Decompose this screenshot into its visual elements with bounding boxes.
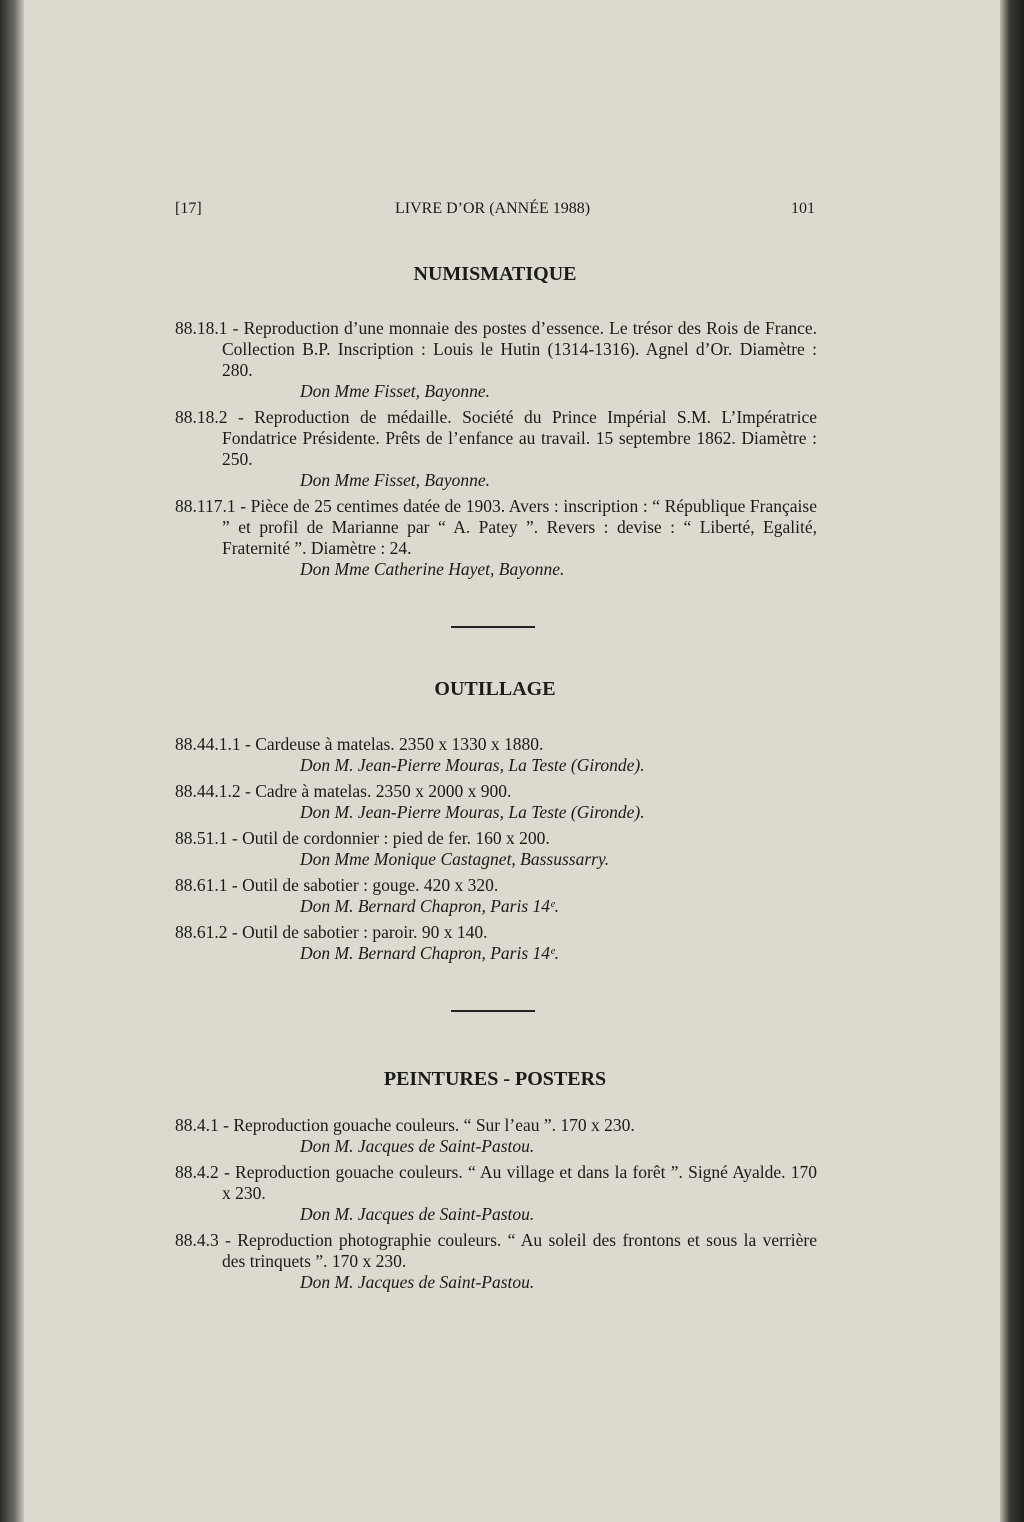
entry bbox=[175, 922, 817, 964]
entry-text: 88.44.1.1 - Cardeuse à matelas. 2350 x 1330 x 1880. bbox=[175, 734, 544, 754]
page-edge bbox=[1000, 0, 1024, 1522]
donor: Don Mme Catherine Hayet, Bayonne. bbox=[300, 559, 565, 579]
document-page bbox=[24, 0, 1000, 1522]
entry-text: 88.18.2 - Reproduction de médaille. Société du Prince Impérial S.M. L’Impératrice Fondatrice Présidente. Prêts de l’enfance au travail. 15 septembre 1862. Diamètre : 250. bbox=[175, 407, 817, 469]
entry bbox=[175, 734, 817, 776]
entry bbox=[175, 1115, 817, 1157]
entry bbox=[175, 496, 817, 580]
entry-text: 88.44.1.2 - Cadre à matelas. 2350 x 2000 x 900. bbox=[175, 781, 512, 801]
donor: Don M. Jean-Pierre Mouras, La Teste (Gironde). bbox=[300, 755, 645, 775]
donor: Don M. Jean-Pierre Mouras, La Teste (Gironde). bbox=[300, 802, 645, 822]
entry bbox=[175, 407, 817, 491]
section-number: [17] bbox=[175, 200, 202, 217]
entry-text: 88.61.2 - Outil de sabotier : paroir. 90 x 140. bbox=[175, 922, 488, 942]
section-outillage bbox=[175, 734, 817, 969]
section-divider bbox=[451, 626, 535, 628]
section-title-peintures-posters: PEINTURES - POSTERS bbox=[383, 1068, 607, 1090]
donor: Don M. Jacques de Saint-Pastou. bbox=[300, 1136, 535, 1156]
running-title: LIVRE D’OR (ANNÉE 1988) bbox=[395, 200, 591, 217]
donor: Don Mme Fisset, Bayonne. bbox=[300, 470, 491, 490]
book-spine-shadow bbox=[0, 0, 24, 1522]
entry-text: 88.4.3 - Reproduction photographie couleurs. “ Au soleil des frontons et sous la verrière des trinquets ”. 170 x 230. bbox=[175, 1230, 817, 1271]
entry bbox=[175, 318, 817, 402]
donor: Don M. Jacques de Saint-Pastou. bbox=[300, 1272, 535, 1292]
page-number: 101 bbox=[791, 200, 815, 217]
donor: Don M. Bernard Chapron, Paris 14ᵉ. bbox=[300, 896, 559, 916]
donor: Don M. Jacques de Saint-Pastou. bbox=[300, 1204, 535, 1224]
entry-text: 88.18.1 - Reproduction d’une monnaie des postes d’essence. Le trésor des Rois de France. Collection B.P. Inscription : Louis le Hutin (1314-1316). Agnel d’Or. Diamètre : 280. bbox=[175, 318, 817, 380]
entry-text: 88.51.1 - Outil de cordonnier : pied de fer. 160 x 200. bbox=[175, 828, 550, 848]
entry bbox=[175, 828, 817, 870]
section-divider bbox=[451, 1010, 535, 1012]
section-peintures-posters bbox=[175, 1115, 817, 1298]
donor: Don M. Bernard Chapron, Paris 14ᵉ. bbox=[300, 943, 559, 963]
entry bbox=[175, 1162, 817, 1225]
donor: Don Mme Monique Castagnet, Bassussarry. bbox=[300, 849, 610, 869]
donor: Don Mme Fisset, Bayonne. bbox=[300, 381, 491, 401]
entry bbox=[175, 781, 817, 823]
entry-text: 88.117.1 - Pièce de 25 centimes datée de 1903. Avers : inscription : “ République Française ” et profil de Marianne par “ A. Patey ”. Revers : devise : “ Liberté, Egalité, Fraternité ”. Diamètre : 24. bbox=[175, 496, 817, 558]
entry-text: 88.4.2 - Reproduction gouache couleurs. “ Au village et dans la forêt ”. Signé Ayalde. 170 x 230. bbox=[175, 1162, 817, 1203]
entry bbox=[175, 875, 817, 917]
entry bbox=[175, 1230, 817, 1293]
section-numismatique bbox=[175, 318, 817, 585]
entry-text: 88.61.1 - Outil de sabotier : gouge. 420 x 320. bbox=[175, 875, 499, 895]
section-title-outillage: OUTILLAGE bbox=[434, 678, 556, 700]
section-title-numismatique: NUMISMATIQUE bbox=[413, 263, 577, 285]
entry-text: 88.4.1 - Reproduction gouache couleurs. “ Sur l’eau ”. 170 x 230. bbox=[175, 1115, 635, 1135]
